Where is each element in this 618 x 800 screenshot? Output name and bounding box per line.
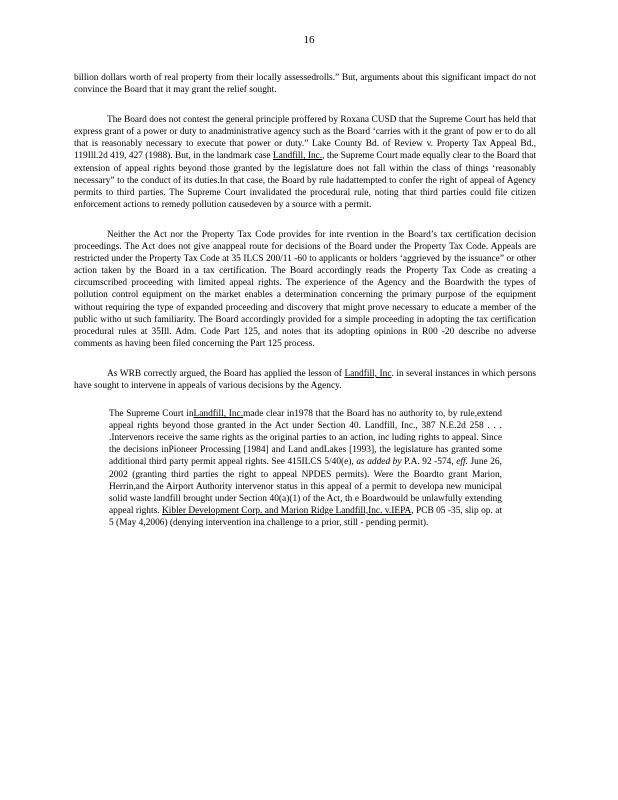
case-citation: Landfill, Inc xyxy=(344,368,392,379)
quote-text-e: , PCB 05 -35, slip op. at 5 (May 4,2006) (denying intervention ina challenge to a prior, still - pending permit). xyxy=(109,505,503,528)
paragraph-3-text-b: . in several instances in which persons have sought to intervene in appeals of various decisions by the Agency. xyxy=(74,368,536,391)
as-added-by: as added by xyxy=(356,457,402,468)
document-body xyxy=(74,72,536,529)
paragraph-1 xyxy=(74,114,536,211)
eff-label: eff. xyxy=(456,457,468,468)
paragraph-3 xyxy=(74,368,536,392)
quote-text-a: The Supreme Court in xyxy=(109,409,194,420)
paragraph-continuation: billion dollars worth of real property from their locally assessedrolls.” But, arguments about this significant impact do not convince the Board that it may grant the relief sought. xyxy=(74,73,536,96)
paragraph-3-text-a: As WRB correctly argued, the Board has applied the lesson of xyxy=(107,368,345,379)
paragraph-2: Neither the Act nor the Property Tax Code provides for inte rvention in the Board’s tax certification decision proceedings. The Act does not give anappeal route for decisions of the Board under the Property Tax Code. Appeals are restricted under the Property Tax Code at 35 ILCS 200/11 -60 to applicants or holders ‘aggrieved by the issuance” or other action taken by the Board in a tax certification. The Board accordingly reads the Property Tax Code as creating a circumscribed proceeding with limited appeal rights. The experience of the Agency and the Boardwith the types of pollution control equipment on the market enables a determination concerning the primary purpose of the equipment without requiring the type of expanded proceeding and discovery that might prove necessary to educate a member of the public witho ut such familiarity. The Board accordingly provided for a simple proceeding in adopting the tax certification procedural rules at 35Ill. Adm. Code Part 125, and notes that its adopting opinions in R00 -20 describe no adverse comments as having been filed concerning the Part 125 process. xyxy=(74,229,536,349)
paragraph-1-text-b: , the Supreme Court made equally clear to the Board that extension of appeal rights beyond those granted by the legislature does not fall within the class of things ‘reasonably necessary” to the conduct of its duties.In that case, the Board by rule hadattempted to confer the right of appeal of Agency permits to third parties. The Supreme Court invalidated the procedural rule, noting that third parties could file citizen enforcement actions to remedy pollution causedeven by a source with a permit. xyxy=(74,151,536,210)
page-number: 16 xyxy=(303,34,315,46)
case-citation: Landfill, Inc. xyxy=(272,151,323,162)
quote-text-b: made clear in1978 that the Board has no authority to, by rule,extend appeal rights beyond those granted in the Act under Section 40. Landfill, Inc., 387 N.E.2d 258 . . . .Intervenors receive the same rights as the original parties to an action, inc luding rights to appeal. Since the decisions inPioneer Processing [1984] and Land andLakes [1993], the legislature has granted some additional third party permit appeal rights. See 415ILCS 5/40(e), xyxy=(109,409,502,468)
case-citation: Landfill, Inc. xyxy=(193,409,244,420)
paragraph-1-text-a: The Board does not contest the general principle proffered by Roxana CUSD that the Supreme Court has held that express grant of a power or duty to anadministrative agency such as the Board ‘carries with it the grant of pow er to do all that is reasonably necessary to execute that power or duty.” Lake County Bd. of Review v. Property Tax Appeal Bd., 119Ill.2d 419, 427 (1988). But, in the landmark case xyxy=(74,115,536,162)
case-citation: Kibler Development Corp. and Marion Ridge Landfill,Inc. v.IEPA xyxy=(162,505,412,516)
quote-text-d: June 26, 2002 (granting third parties the right to appeal NPDES permits). Were the Boardto grant Marion, Herrin,and the Airport Authority intervenor status in this appeal of a permit to developa new municipal solid waste landfill brought under Section 40(a)(1) of the Act, th e Boardwould be unlawfully extending appeal rights. xyxy=(109,457,502,516)
block-quote xyxy=(109,408,502,529)
quote-text-c: P.A. 92 -574, xyxy=(401,457,457,468)
